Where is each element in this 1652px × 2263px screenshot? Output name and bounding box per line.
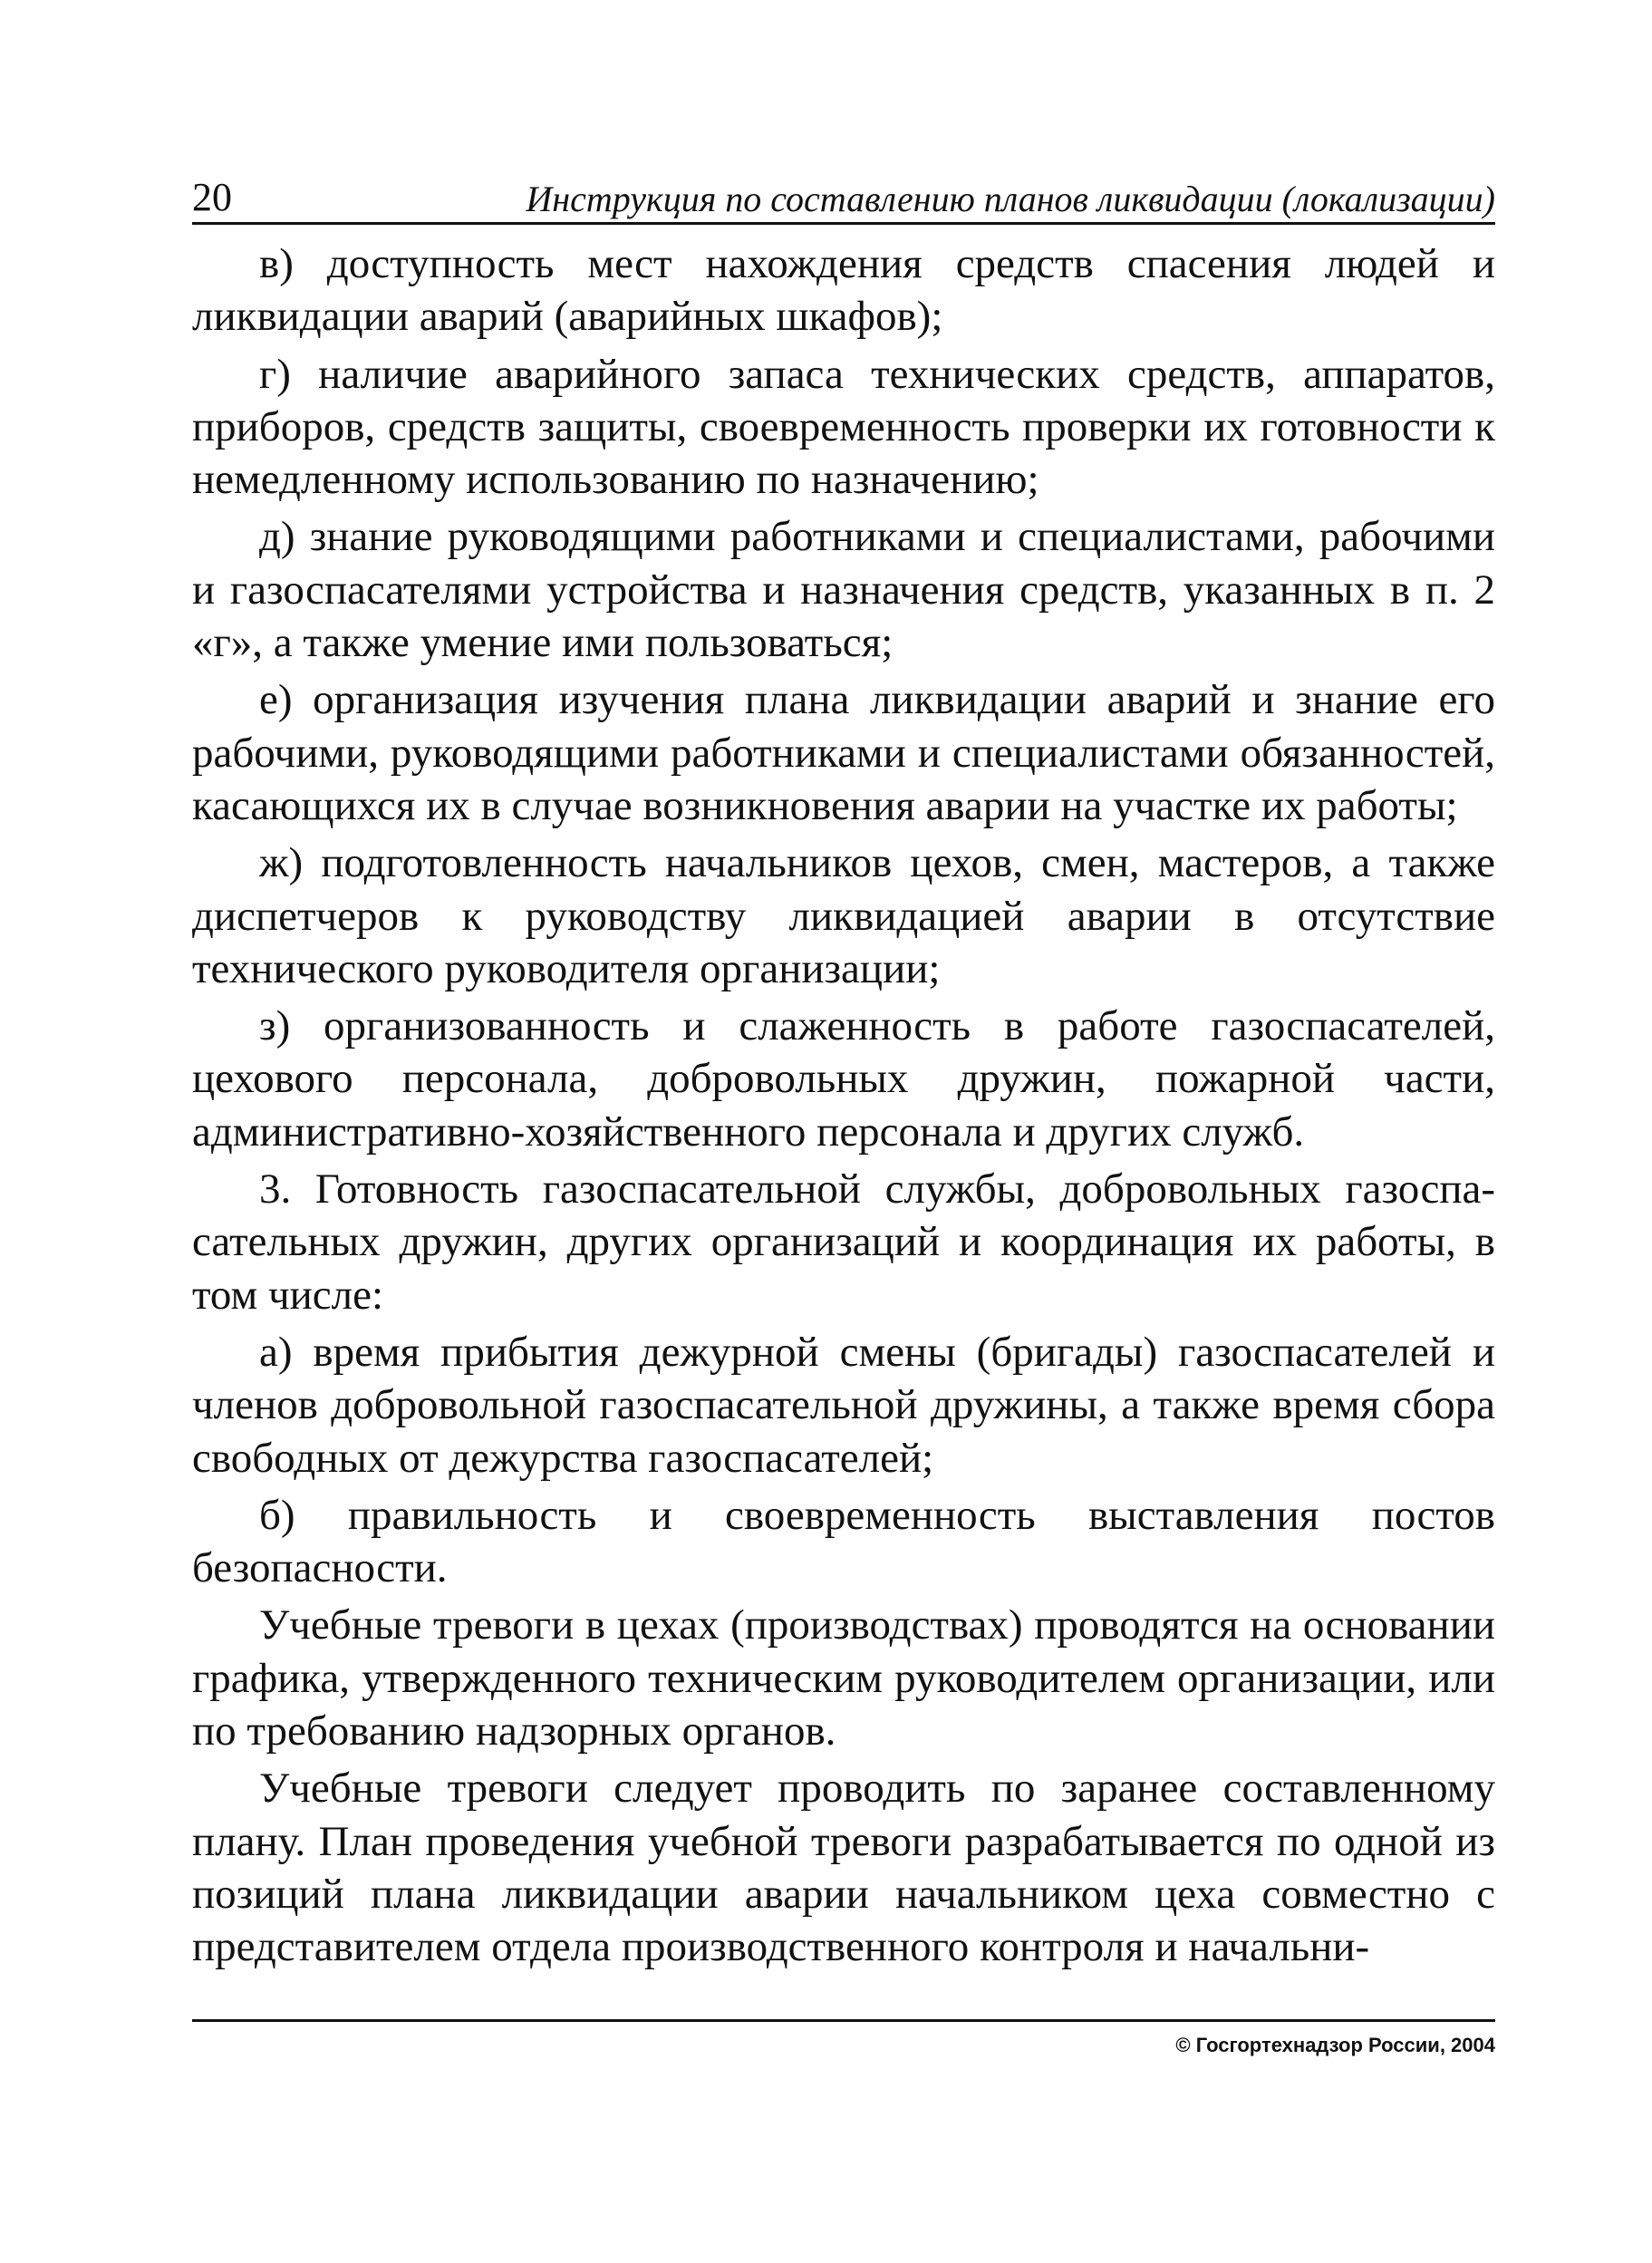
paragraph-item-v: в) доступность мест нахождения средств спасения людей и ликвидации аварий (аварийных шкафов); xyxy=(192,240,1495,341)
page-header xyxy=(192,170,1495,225)
page-number: 20 xyxy=(192,175,232,219)
header-rule xyxy=(192,222,1495,225)
footer-rule xyxy=(192,2019,1495,2022)
paragraph-section-3: 3. Готовность газоспасательной службы, добровольных газоспасательных дружин, других организаций и координация их работы, в том числе: xyxy=(192,1165,1495,1319)
paragraph-training-alarms-schedule: Учебные тревоги в цехах (производствах) проводятся на основании графика, утвержденного техническим руководителем организации, или по требованию надзорных органов. xyxy=(192,1601,1495,1755)
paragraph-item-z: з) организованность и слаженность в работе газоспасателей, цехового персонала, добровольных дружин, пожарной части, административно-хозяйственного персонала и других служб. xyxy=(192,1002,1495,1156)
paragraph-training-alarms-plan: Учебные тревоги следует проводить по заранее составленному плану. План проведения учебной тревоги разрабатывается по одной из позиций плана ликвидации аварии начальником цеха совместно с представителем отдела производственного контроля и начальни- xyxy=(192,1765,1495,1971)
paragraph-item-g: г) наличие аварийного запаса технических средств, аппаратов, приборов, средств защиты, своевременность проверки их готовности к немедленному использованию по назначению; xyxy=(192,350,1495,504)
paragraph-item-a: а) время прибытия дежурной смены (бригады) газоспасателей и членов добровольной газоспасательной дружины, а также время сбора свободных от дежурства газоспасателей; xyxy=(192,1328,1495,1482)
paragraph-item-b: б) правильность и своевременность выставления постов безопасности. xyxy=(192,1491,1495,1592)
copyright-notice: © Госгортехнадзор России, 2004 xyxy=(1175,2034,1495,2056)
paragraph-item-d: д) знание руководящими работниками и специалистами, рабочими и газоспасателями устройства и назначения средств, указанных в п. 2 «г», а также умение ими пользоваться; xyxy=(192,513,1495,667)
paragraph-item-e: е) организация изучения плана ликвидации аварий и знание его рабочими, руководящими работниками и специалистами обязанностей, касающихся их в случае возникновения аварии на участке их работы; xyxy=(192,676,1495,829)
paragraph-item-zh: ж) подготовленность начальников цехов, смен, мастеров, а также диспетчеров к руководству ликвидацией аварии в отсутствие технического руководителя организации; xyxy=(192,839,1495,992)
body-text xyxy=(192,237,1495,1978)
running-title: Инструкция по составлению планов ликвидации (локализации) xyxy=(526,179,1495,219)
